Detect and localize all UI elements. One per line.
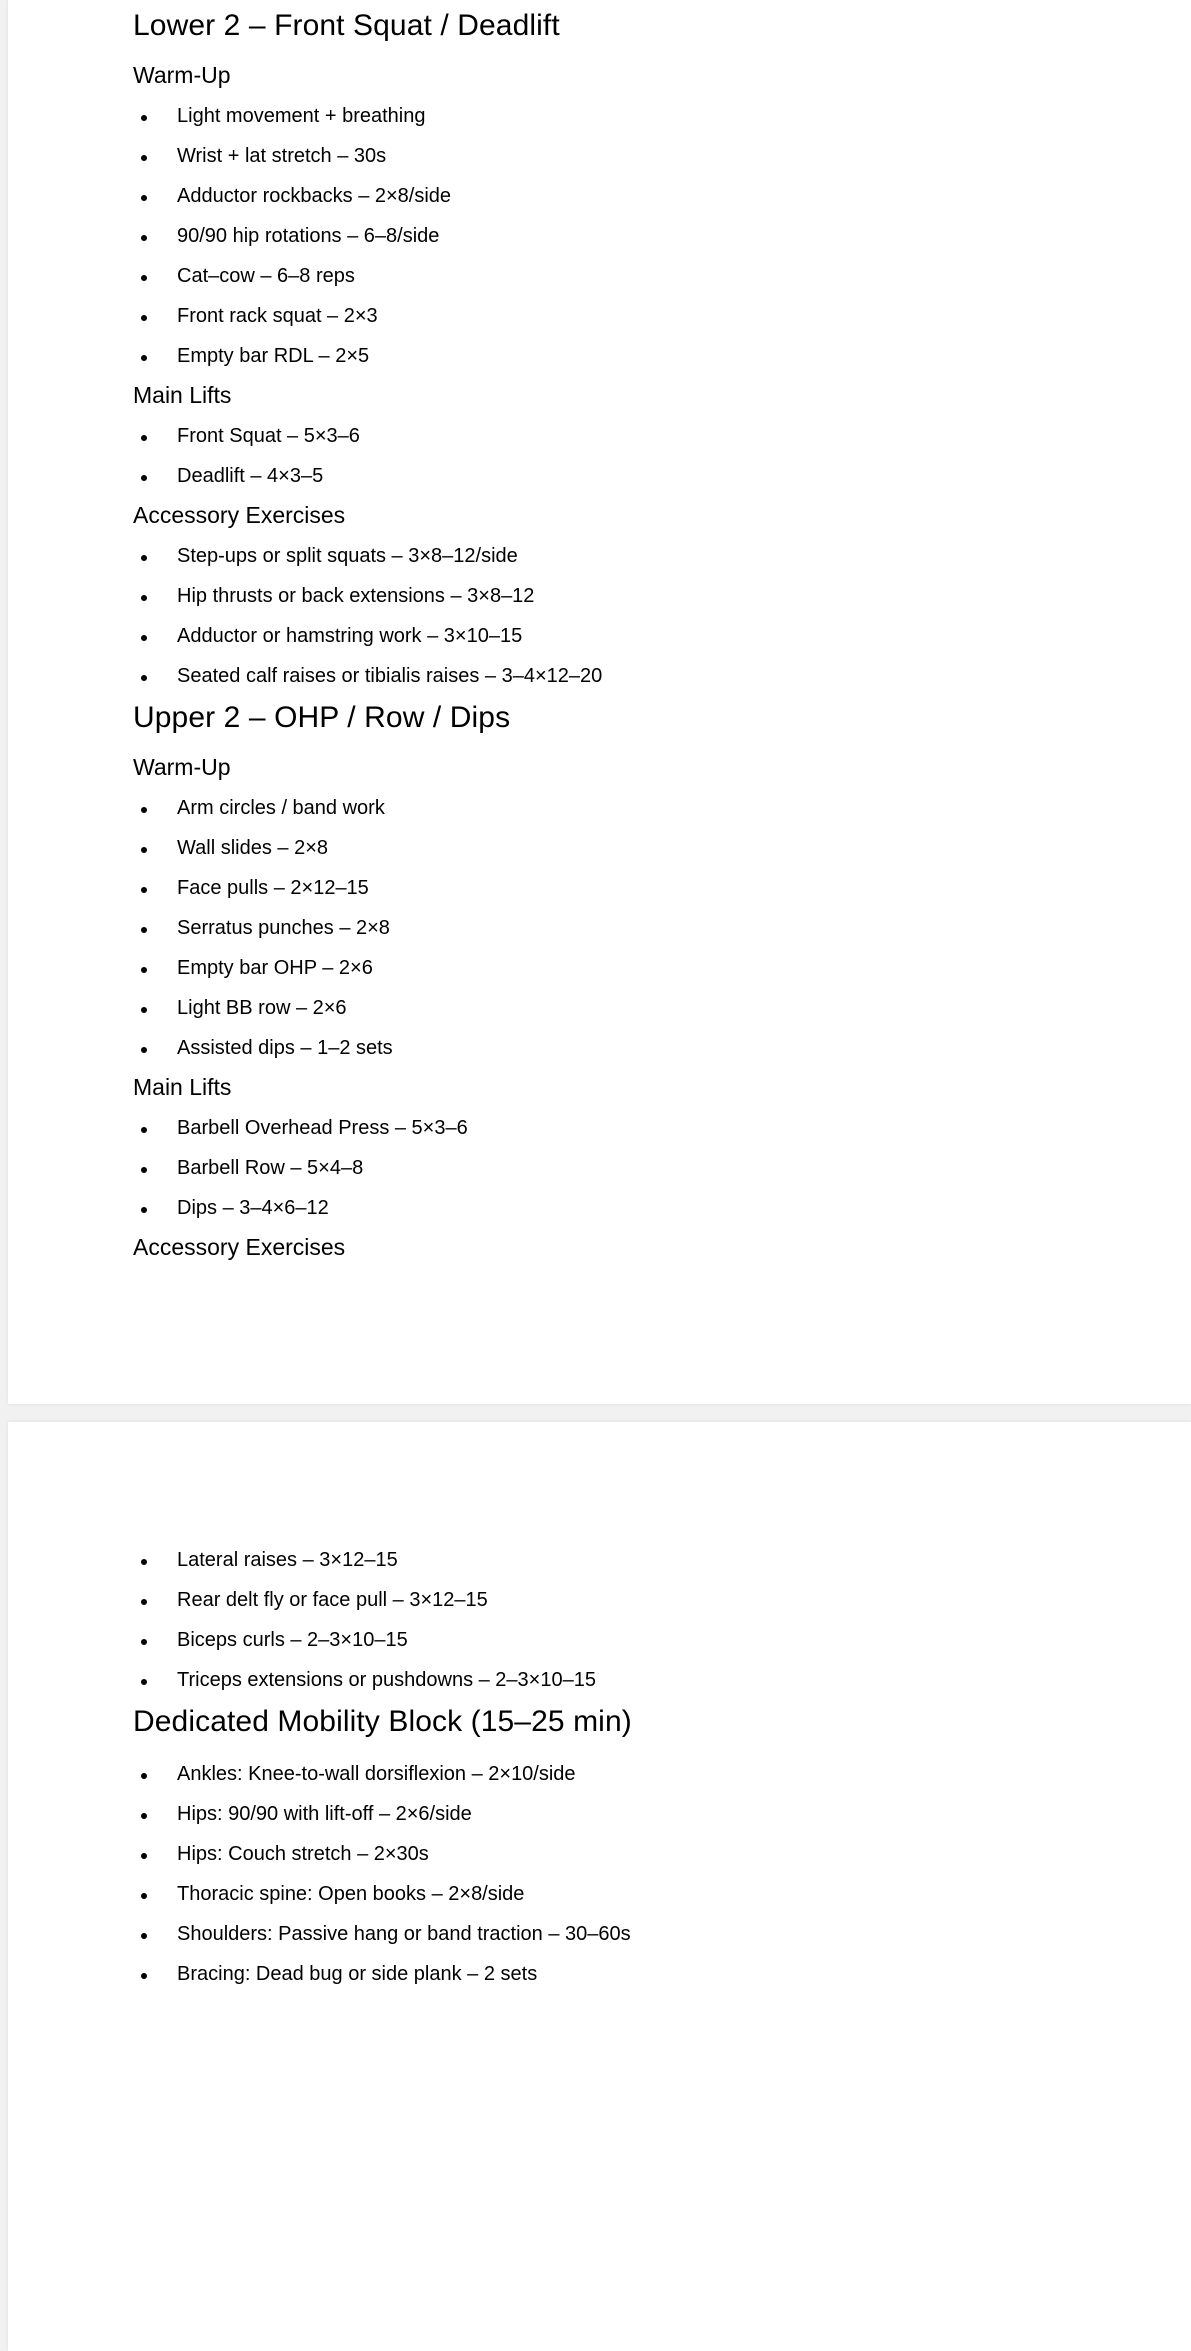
list-item: Triceps extensions or pushdowns – 2–3×10–15: [133, 1660, 1151, 1700]
list-item: Face pulls – 2×12–15: [133, 868, 1151, 908]
upper2-main-heading: Main Lifts: [133, 1074, 232, 1100]
list-item: Empty bar OHP – 2×6: [133, 948, 1151, 988]
list-item: Serratus punches – 2×8: [133, 908, 1151, 948]
list-item: Adductor or hamstring work – 3×10–15: [133, 616, 1151, 656]
list-item: Bracing: Dead bug or side plank – 2 sets: [133, 1954, 1151, 1994]
list-item: Rear delt fly or face pull – 3×12–15: [133, 1580, 1151, 1620]
list-item: Seated calf raises or tibialis raises – 3–4×12–20: [133, 656, 1151, 696]
list-item: Step-ups or split squats – 3×8–12/side: [133, 536, 1151, 576]
upper2-warmup-list: [133, 788, 1151, 1068]
upper2-main-list: [133, 1108, 1151, 1228]
mobility-list: [133, 1754, 1151, 1994]
list-item: Adductor rockbacks – 2×8/side: [133, 176, 1151, 216]
list-item: Front rack squat – 2×3: [133, 296, 1151, 336]
list-item: Light BB row – 2×6: [133, 988, 1151, 1028]
list-item: Ankles: Knee-to-wall dorsiflexion – 2×10/side: [133, 1754, 1151, 1794]
list-item: Arm circles / band work: [133, 788, 1151, 828]
list-item: Wall slides – 2×8: [133, 828, 1151, 868]
document-page-2: [8, 1422, 1191, 2351]
list-item: Light movement + breathing: [133, 96, 1151, 136]
lower2-warmup-heading: Warm-Up: [133, 62, 231, 88]
lower2-accessory-heading: Accessory Exercises: [133, 502, 346, 528]
list-item: Deadlift – 4×3–5: [133, 456, 1151, 496]
list-item: Empty bar RDL – 2×5: [133, 336, 1151, 376]
document-page-1: [8, 0, 1191, 1404]
list-item: Barbell Row – 5×4–8: [133, 1148, 1151, 1188]
mobility-title: Dedicated Mobility Block (15–25 min): [133, 1705, 632, 1738]
list-item: Hips: Couch stretch – 2×30s: [133, 1834, 1151, 1874]
list-item: Hips: 90/90 with lift-off – 2×6/side: [133, 1794, 1151, 1834]
lower2-accessory-list: [133, 536, 1151, 696]
list-item: Shoulders: Passive hang or band traction – 30–60s: [133, 1914, 1151, 1954]
page-2-content: [133, 1540, 1151, 1996]
list-item: Biceps curls – 2–3×10–15: [133, 1620, 1151, 1660]
list-item: Assisted dips – 1–2 sets: [133, 1028, 1151, 1068]
list-item: Wrist + lat stretch – 30s: [133, 136, 1151, 176]
upper2-accessory-list: [133, 1540, 1151, 1700]
list-item: Thoracic spine: Open books – 2×8/side: [133, 1874, 1151, 1914]
lower2-title: Lower 2 – Front Squat / Deadlift: [133, 9, 560, 42]
lower2-main-heading: Main Lifts: [133, 382, 232, 408]
list-item: Barbell Overhead Press – 5×3–6: [133, 1108, 1151, 1148]
upper2-title: Upper 2 – OHP / Row / Dips: [133, 701, 511, 734]
upper2-warmup-heading: Warm-Up: [133, 754, 231, 780]
list-item: 90/90 hip rotations – 6–8/side: [133, 216, 1151, 256]
lower2-warmup-list: [133, 96, 1151, 376]
list-item: Lateral raises – 3×12–15: [133, 1540, 1151, 1580]
list-item: Cat–cow – 6–8 reps: [133, 256, 1151, 296]
list-item: Hip thrusts or back extensions – 3×8–12: [133, 576, 1151, 616]
list-item: Dips – 3–4×6–12: [133, 1188, 1151, 1228]
lower2-main-list: [133, 416, 1151, 496]
page-1-content: [133, 6, 1151, 1268]
list-item: Front Squat – 5×3–6: [133, 416, 1151, 456]
upper2-accessory-heading: Accessory Exercises: [133, 1234, 346, 1260]
